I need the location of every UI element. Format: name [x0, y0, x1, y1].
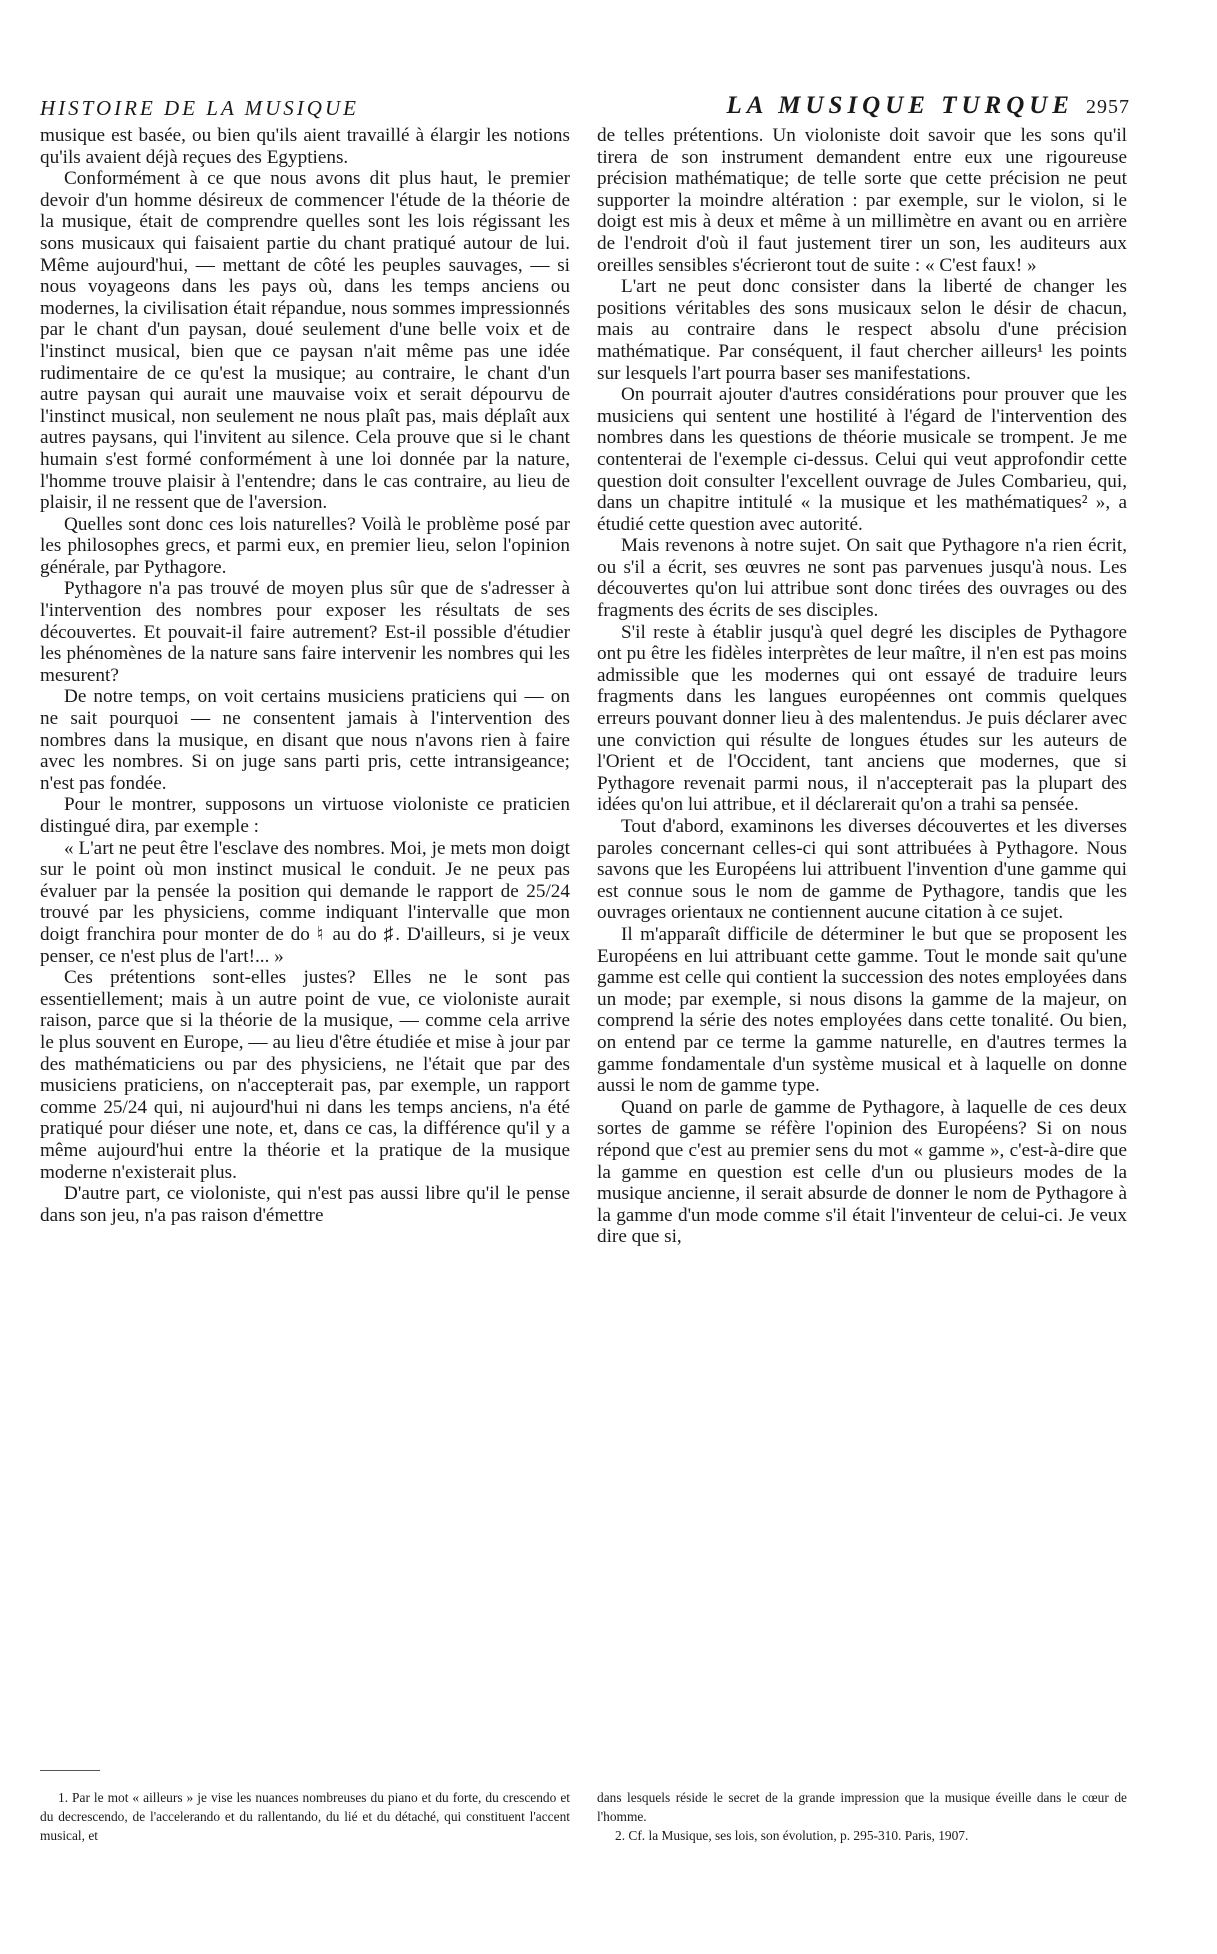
right-column [597, 125, 1127, 1248]
left-column [40, 125, 570, 1226]
paragraph: Pour le montrer, supposons un virtuose violoniste ce praticien distingué dira, par exemple : [40, 794, 570, 837]
paragraph: Quelles sont donc ces lois naturelles? Voilà le problème posé par les philosophes grecs, et parmi eux, en premier lieu, selon l'opinion générale, par Pythagore. [40, 513, 570, 578]
paragraph: Il m'apparaît difficile de déterminer le but que se proposent les Européens en lui attribuant cette gamme. Tout le monde sait qu'une gamme est celle qui contient la succession des notes employées dans un mode; par exemple, si nous disons la gamme de la majeur, on comprend la série des notes employées dans cette tonalité. Ou bien, on entend par ce terme la gamme naturelle, en d'autres termes la gamme fondamentale d'un système musical et à laquelle on donne aussi le nom de gamme type. [597, 923, 1127, 1097]
paragraph: S'il reste à établir jusqu'à quel degré les disciples de Pythagore ont pu être les fidèles interprètes de leur maître, il n'en est pas moins admissible que les modernes qui ont essayé de traduire leurs fragments dans les langues européennes ont commis quelques erreurs pouvant donner lieu à des malentendus. Je puis déclarer avec une conviction qui résulte de longues études sur les auteurs de l'Orient et de l'Occident, tant anciens que modernes, que si Pythagore revenait parmi nous, il n'accepterait pas la plupart des idées qu'on lui attribue, et il déclarerait qu'on a trahi sa pensée. [597, 621, 1127, 816]
paragraph: De notre temps, on voit certains musiciens praticiens qui — on ne sait pourquoi — ne consentent jamais à l'intervention des nombres dans la musique, en disant que nous n'avons rien à faire avec les nombres. Si on juge sans parti pris, cette intransigeance; n'est pas fondée. [40, 686, 570, 794]
paragraph: Conformément à ce que nous avons dit plus haut, le premier devoir d'un homme désireux de commencer l'étude de la théorie de la musique, était de comprendre quelles sont les lois régissant les sons musicaux qui faisaient partie du chant pratiqué autour de lui. Même aujourd'hui, — mettant de côté les peuples sauvages, — si nous voyageons dans les pays où, dans les temps anciens ou modernes, la civilisation était répandue, nous sommes impressionnés par le chant d'un paysan, doué seulement d'une belle voix et de l'instinct musical, bien que ce paysan n'ait même pas une idée rudimentaire de ce qu'est la musique; au contraire, le chant d'un autre paysan qui aurait une mauvaise voix et serait dépourvu de l'instinct musical, non seulement ne nous plaît pas, mais déplaît aux autres paysans, qui l'invitent au silence. Cela prouve que si le chant humain s'est formé conformément à une loi donnée par la nature, l'homme trouve plaisir à l'entendre; dans le cas contraire, au lieu de plaisir, il ne ressent que de l'aversion. [40, 168, 570, 514]
paragraph: Ces prétentions sont-elles justes? Elles ne le sont pas essentiellement; mais à un autre point de vue, ce violoniste aurait raison, parce que si la théorie de la musique, — comme cela arrive le plus souvent en Europe, — au lieu d'être étudiée et mise à jour par des mathématiciens ou par des physiciens, ne l'était que par des musiciens praticiens, on n'accepterait pas, par exemple, un rapport comme 25/24 qui, ni aujourd'hui ni dans les temps anciens, n'a été pratiqué pour diéser une note, et, dans ce cas, la différence qu'il y a même aujourd'hui entre la théorie et la pratique de la musique moderne n'existerait plus. [40, 967, 570, 1183]
paragraph: L'art ne peut donc consister dans la liberté de changer les positions véritables des sons musicaux selon le désir de chacun, mais au contraire dans le respect absolu d'une précision mathématique. Par conséquent, il faut chercher ailleurs¹ les points sur lesquels l'art pourra baser ses manifestations. [597, 276, 1127, 384]
running-header [40, 92, 1130, 122]
footnote: 2. Cf. la Musique, ses lois, son évolution, p. 295-310. Paris, 1907. [615, 1828, 969, 1843]
paragraph: « L'art ne peut être l'esclave des nombres. Moi, je mets mon doigt sur le point où mon instinct musical le conduit. Je ne peux pas évaluer par la pensée la position qui demande le rapport de 25/24 trouvé par les physiciens, comme indiquant l'intervalle que mon doigt franchira pour monter de do ♮ au do ♯. D'ailleurs, si je veux penser, ce n'est plus de l'art!... » [40, 837, 570, 967]
paragraph: de telles prétentions. Un violoniste doit savoir que les sons qu'il tirera de son instrument demandent entre eux une rigoureuse précision mathématique; de telle sorte que cette précision ne peut supporter la moindre altération : par exemple, sur le violon, si le doigt est mis à deux et même à un millimètre en avant ou en arrière de l'endroit d'où il faut justement tirer un son, les auditeurs aux oreilles sensibles s'écrieront tout de suite : « C'est faux! » [597, 125, 1127, 276]
footnote-rule [40, 1770, 100, 1771]
footnotes-left [40, 1788, 570, 1845]
paragraph: Mais revenons à notre sujet. On sait que Pythagore n'a rien écrit, ou s'il a écrit, ses œuvres ne sont pas parvenues jusqu'à nous. Les découvertes qu'on lui attribue sont donc tirées des ouvrages ou des fragments des écrits de ses disciples. [597, 535, 1127, 622]
paragraph: Pythagore n'a pas trouvé de moyen plus sûr que de s'adresser à l'intervention des nombres pour exposer les résultats de ses découvertes. Et pouvait-il faire autrement? Est-il possible d'étudier les phénomènes de la nature sans faire intervenir les nombres qui les mesurent? [40, 578, 570, 686]
header-chapter-title: LA MUSIQUE TURQUE [726, 92, 1074, 119]
header-book-title: HISTOIRE DE LA MUSIQUE [40, 96, 359, 120]
footnote-continuation: dans lesquels réside le secret de la grande impression que la musique éveille dans le cœur de l'homme. [597, 1790, 1127, 1824]
page-number: 2957 [1086, 96, 1130, 118]
paragraph: D'autre part, ce violoniste, qui n'est pas aussi libre qu'il le pense dans son jeu, n'a pas raison d'émettre [40, 1183, 570, 1226]
paragraph: On pourrait ajouter d'autres considérations pour prouver que les musiciens qui sentent une hostilité à l'égard de l'intervention des nombres dans les questions de théorie musicale se trompent. Je me contenterai de l'exemple ci-dessus. Celui qui veut approfondir cette question doit consulter l'excellent ouvrage de Jules Combarieu, qui, dans un chapitre intitulé « la musique et les mathématiques² », a étudié cette question avec autorité. [597, 384, 1127, 535]
footnotes-right [597, 1788, 1127, 1845]
paragraph: Quand on parle de gamme de Pythagore, à laquelle de ces deux sortes de gamme se réfère l'opinion des Européens? Si on nous répond que c'est au premier sens du mot « gamme », c'est-à-dire que la gamme en question est celle d'un ou plusieurs modes de la musique ancienne, il serait absurde de donner le nom de Pythagore à la gamme d'un mode comme s'il était l'inventeur de celui-ci. Je veux dire que si, [597, 1096, 1127, 1248]
paragraph: musique est basée, ou bien qu'ils aient travaillé à élargir les notions qu'ils avaient déjà reçues des Egyptiens. [40, 125, 570, 168]
paragraph: Tout d'abord, examinons les diverses découvertes et les diverses paroles concernant celles-ci qui sont attribuées à Pythagore. Nous savons que les Européens lui attribuent l'invention d'une gamme qui est connue sous le nom de gamme de Pythagore, tandis que les ouvrages orientaux ne contiennent aucune citation à ce sujet. [597, 816, 1127, 924]
footnote: 1. Par le mot « ailleurs » je vise les nuances nombreuses du piano et du forte, du crescendo et du decrescendo, de l'accelerando et du rallentando, du lié et du détaché, qui constituent l'accent musical, et [40, 1790, 570, 1843]
